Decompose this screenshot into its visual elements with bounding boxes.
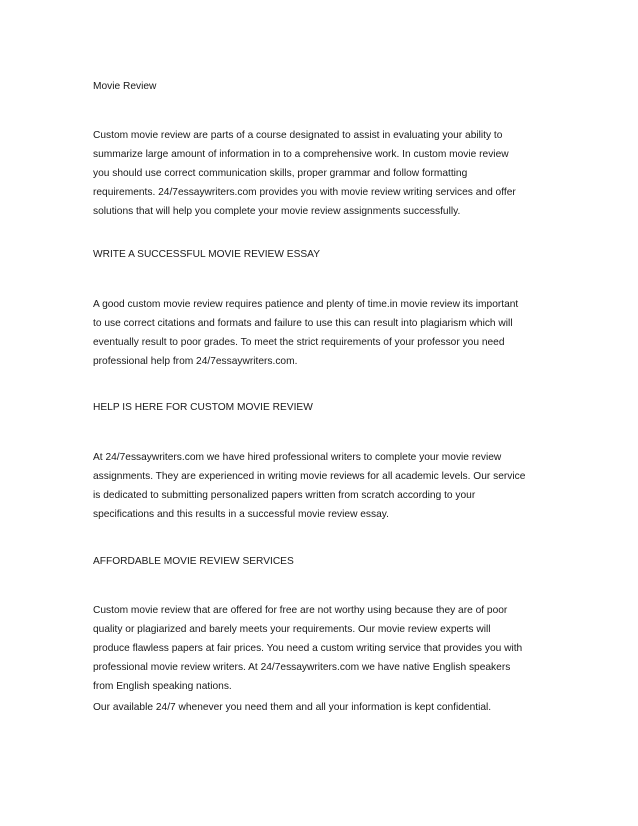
paragraph-line: produce flawless papers at fair prices. You need a custom writing service that provides you with — [93, 643, 523, 654]
heading-text: WRITE A SUCCESSFUL MOVIE REVIEW ESSAY — [93, 249, 320, 260]
document-title — [93, 77, 553, 96]
paragraph-line: to use correct citations and formats and failure to use this can result into plagiarism which will — [93, 318, 513, 329]
paragraph-line: Custom movie review that are offered for free are not worthy using because they are of poor — [93, 605, 508, 616]
title-text: Movie Review — [93, 81, 157, 92]
paragraph-line: professional help from 24/7essaywriters.com. — [93, 356, 298, 367]
intro-paragraph — [93, 126, 553, 221]
paragraph-line: summarize large amount of information in to a comprehensive work. In custom movie review — [93, 149, 509, 160]
paragraph-line: solutions that will help you complete your movie review assignments successfully. — [93, 206, 461, 217]
heading-text: HELP IS HERE FOR CUSTOM MOVIE REVIEW — [93, 402, 313, 413]
section-paragraph-affordable — [93, 601, 553, 696]
paragraph-line: eventually result to poor grades. To meet the strict requirements of your professor you need — [93, 337, 505, 348]
section-paragraph-write — [93, 295, 553, 371]
paragraph-line: quality or plagiarized and barely meets your requirements. Our movie review experts will — [93, 624, 491, 635]
paragraph-line: professional movie review writers. At 24/7essaywriters.com we have native English speakers — [93, 662, 511, 673]
paragraph-line: assignments. They are experienced in writing movie reviews for all academic levels. Our service — [93, 471, 526, 482]
closing-paragraph — [93, 698, 553, 717]
paragraph-line: specifications and this results in a successful movie review essay. — [93, 509, 389, 520]
paragraph-line: Custom movie review are parts of a course designated to assist in evaluating your ability to — [93, 130, 503, 141]
section-heading-affordable — [93, 552, 553, 571]
section-paragraph-help — [93, 448, 553, 524]
paragraph-line: requirements. 24/7essaywriters.com provides you with movie review writing services and offer — [93, 187, 516, 198]
heading-text: AFFORDABLE MOVIE REVIEW SERVICES — [93, 556, 294, 567]
paragraph-line: from English speaking nations. — [93, 681, 232, 692]
paragraph-line: At 24/7essaywriters.com we have hired professional writers to complete your movie review — [93, 452, 502, 463]
section-heading-help — [93, 398, 553, 417]
section-heading-write — [93, 245, 553, 264]
paragraph-line: you should use correct communication skills, proper grammar and follow formatting — [93, 168, 468, 179]
paragraph-line: is dedicated to submitting personalized papers written from scratch according to your — [93, 490, 476, 501]
paragraph-line: A good custom movie review requires patience and plenty of time.in movie review its important — [93, 299, 519, 310]
paragraph-line: Our available 24/7 whenever you need them and all your information is kept confidential. — [93, 702, 492, 713]
